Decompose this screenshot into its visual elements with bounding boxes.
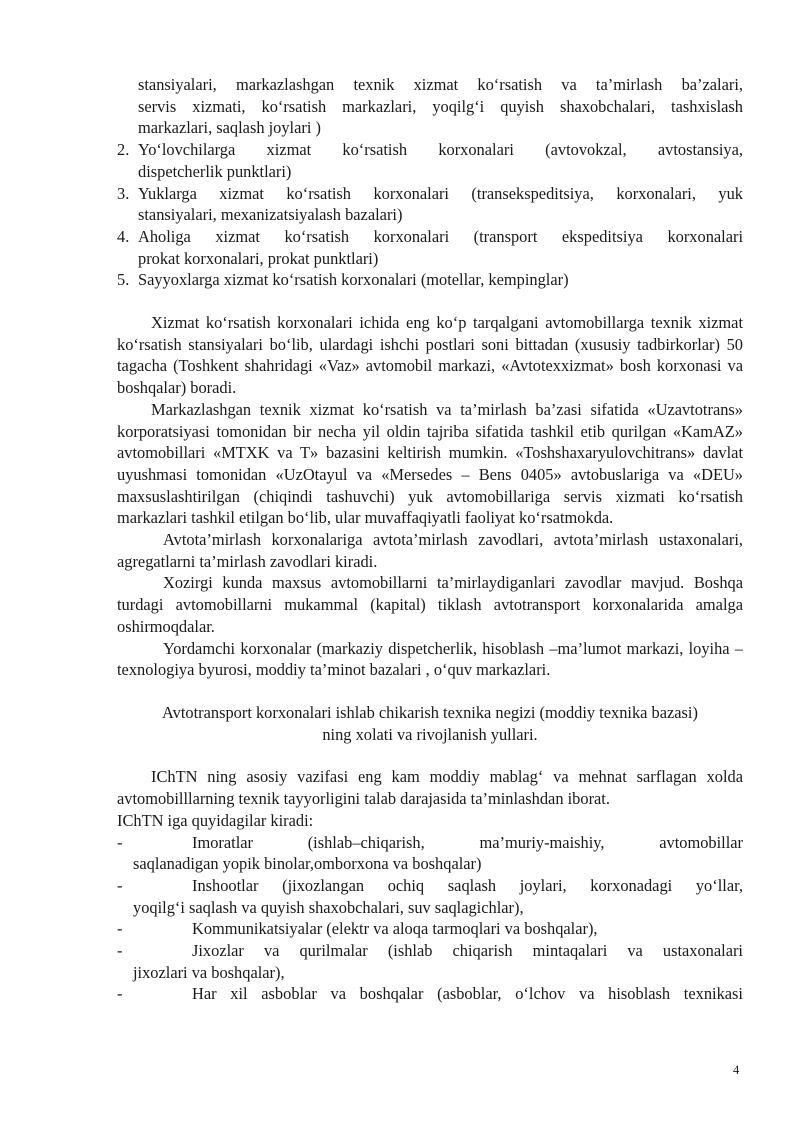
dash-item-text: yoqilg‘i saqlash va quyish shaxobchalari, suv saqlagichlar), [133,897,524,917]
list-number: 5. [117,270,130,290]
numbered-list [117,139,743,291]
dash-item-text: jixozlari va boshqalar), [133,962,285,982]
list-item-text: dispetcherlik punktlari) [138,161,292,181]
paragraph-centralized-base: Markazlashgan texnik xizmat ko‘rsatish va ta’mirlash ba’zasi sifatida «Uzavtotrans» korporatsiyasi tomonidan bir necha yil oldin tajriba sifatida tashkil etib qurilgan «KamAZ» avtomobillari «MTXK va T» bazasini keltirish mumkin. «Toshshaxaryulovchitrans» davlat uyushmasi tomonidan «UzOtayul va «Mersedes – Bens 0405» avtobuslariga va «DEU» maxsuslashtirilgan (chiqindi tashuvchi) yuk avtomobillariga servis xizmati ko‘rsatish markazlari tashkil etilgan bo‘lib, ular muvaffaqiyatli faoliyat ko‘rsatmokda. [117,399,743,528]
paragraph-ichtn-includes: IChTN iga quyidagilar kiradi: [117,810,314,830]
dash-item-text: Har xil asboblar va boshqalar (asboblar, o‘lchov va hisoblash texnikasi [192,984,743,1004]
list-item-text: Yo‘lovchilarga xizmat ko‘rsatish korxonalari (avtovokzal, avtostansiya, [138,140,743,160]
list-item-text: Sayyoxlarga xizmat ko‘rsatish korxonalari (motellar, kempinglar) [138,270,569,290]
section-heading [117,702,743,745]
list-item [117,226,743,269]
page-number: 4 [733,1063,740,1077]
dash-item [117,875,743,918]
dash-marker: - [117,832,123,852]
paragraph-service-enterprises: Xizmat ko‘rsatish korxonalari ichida eng ko‘p tarqalgani avtomobillarga texnik xizmat ko‘rsatish stansiyalari bo‘lib, ulardagi ishchi postlari soni bittadan (xususiy tadbirkorlar) 50 tagacha (Toshkent shahridagi «Vaz» avtomobil markazi, «Avtotexxizmat» bosh korxonasi va boshqalar) boradi. [117,313,743,398]
document-page [117,74,743,1005]
dash-list [117,832,743,1006]
list-item-text: Yuklarga xizmat ko‘rsatish korxonalari (transekspeditsiya, korxonalari, yuk [138,183,743,203]
text-line: servis xizmati, ko‘rsatish markazlari, yoqilg‘i quyish shaxobchalari, tashxislash [138,96,743,116]
list-number: 2. [117,140,130,160]
dash-item [117,983,743,1005]
list-item [117,269,743,291]
dash-item [117,940,743,983]
paragraph-repair-enterprises: Avtota’mirlash korxonalariga avtota’mirlash zavodlari, avtota’mirlash ustaxonalari, agregatlarni ta’mirlash zavodlari kiradi. [117,530,743,571]
list-item-text: prokat korxonalari, prokat punktlari) [138,248,379,268]
list-item [117,139,743,182]
text-line: markazlari, saqlash joylari ) [138,118,321,138]
dash-item-text: Jixozlar va qurilmalar (ishlab chiqarish mintaqalari va ustaxonalari [192,941,743,961]
heading-line: ning xolati va rivojlanish yullari. [322,724,538,744]
list-item-text: Aholiga xizmat ko‘rsatish korxonalari (transport ekspeditsiya korxonalari [138,226,743,246]
paragraph-special-vehicles: Xozirgi kunda maxsus avtomobillarni ta’mirlaydiganlari zavodlar mavjud. Boshqa turdagi avtomobillarni mukammal (kapital) tiklash avtotransport korxonalarida amalga oshirmoqdalar. [117,573,743,636]
continued-list-item-1 [117,74,743,139]
dash-item-text: Imoratlar (ishlab–chiqarish, ma’muriy-maishiy, avtomobillar [192,832,743,852]
dash-item-text: Kommunikatsiyalar (elektr va aloqa tarmoqlari va boshqalar), [192,919,598,939]
list-number: 4. [117,226,130,246]
dash-item-text: Inshootlar (jixozlangan ochiq saqlash joylari, korxonadagi yo‘llar, [192,875,743,895]
text-line: stansiyalari, markazlashgan texnik xizmat ko‘rsatish va ta’mirlash ba’zalari, [138,75,743,94]
paragraph-auxiliary-enterprises: Yordamchi korxonalar (markaziy dispetcherlik, hisoblash –ma’lumot markazi, loyiha – texnologiya byurosi, moddiy ta’minot bazalari , o‘quv markazlari. [117,638,743,680]
paragraph-ichtn-purpose: IChTN ning asosiy vazifasi eng kam moddiy mablag‘ va mehnat sarflagan xolda avtomobilllarning texnik tayyorligini talab darajasida ta’minlashdan iborat. [117,767,743,809]
list-item [117,183,743,226]
heading-line: Avtotransport korxonalari ishlab chikarish texnika negizi (moddiy texnika bazasi) [162,702,698,722]
dash-marker: - [117,919,123,939]
dash-item [117,832,743,875]
dash-marker: - [117,941,123,961]
dash-item [117,918,743,940]
list-item-text: stansiyalari, mexanizatsiyalash bazalari) [138,205,403,225]
list-number: 3. [117,183,130,203]
dash-marker: - [117,875,123,895]
dash-marker: - [117,984,123,1004]
dash-item-text: saqlanadigan yopik binolar,omborxona va boshqalar) [133,854,482,874]
